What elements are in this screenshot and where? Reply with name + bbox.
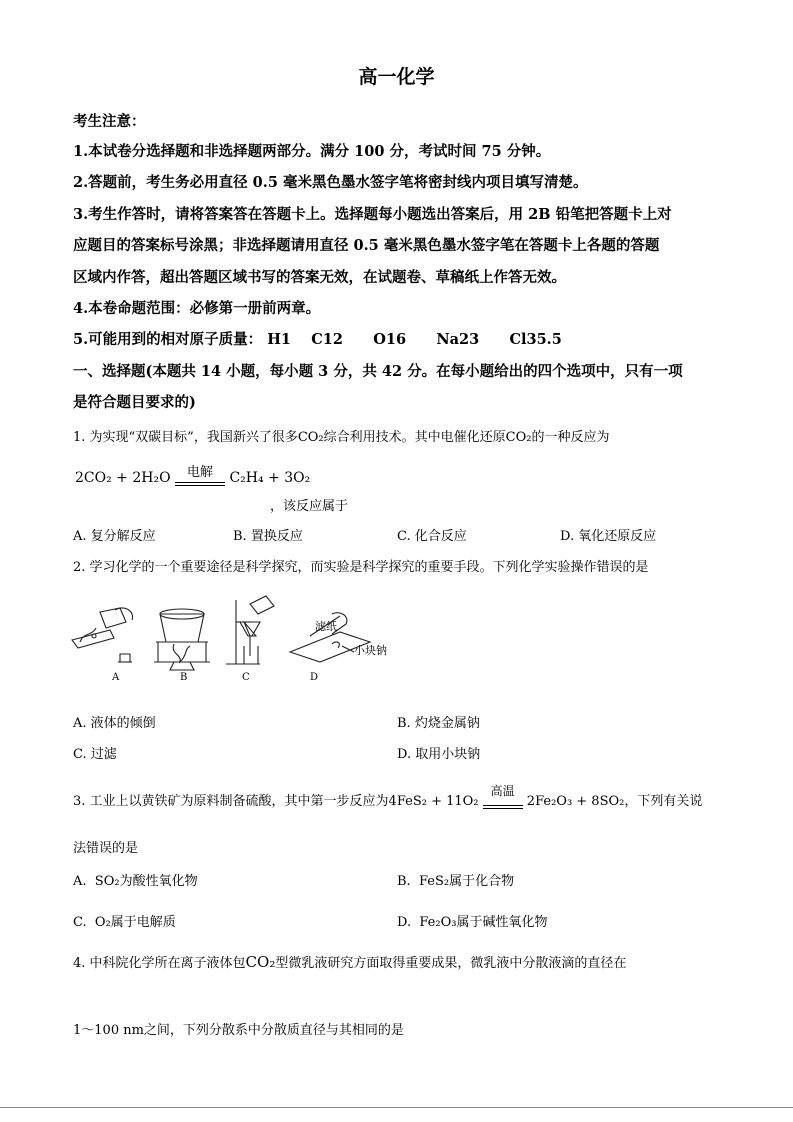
q4-co2-formula: CO₂ [245, 953, 276, 971]
atomic-mass-h: H1 [267, 331, 291, 348]
q3-option-d-formula: Fe₂O₃ [419, 915, 457, 930]
q3-equation-condition: 高温 [490, 784, 515, 798]
q3-option-c[interactable] [73, 911, 176, 930]
q3-option-c-formula: O₂ [94, 915, 111, 930]
q3-option-d-label: D. [397, 915, 412, 930]
q3-stem-part-a: 3. 工业上以黄铁矿为原料制备硫酸，其中第一步反应为 [73, 794, 389, 809]
q1-equation-condition: 电解 [186, 465, 213, 480]
question-4-stem-line-2 [73, 1019, 404, 1038]
label-filter-paper: 滤纸 [315, 620, 337, 633]
figure-label-a: A [112, 672, 120, 683]
q2-option-c[interactable]: C. 过滤 [73, 747, 117, 762]
figure-label-b: B [180, 672, 188, 683]
figure-label-c: C [242, 672, 250, 683]
notice-item-5 [73, 328, 562, 349]
label-small-sodium: 小块钠 [354, 644, 387, 657]
atomic-mass-na: Na23 [436, 331, 480, 348]
q3-option-b-formula: FeS₂ [418, 874, 450, 889]
q3-option-b-label: B. [397, 874, 411, 889]
q2-option-b[interactable]: B. 灼烧金属钠 [397, 716, 480, 731]
q3-option-a-text: 为酸性氧化物 [119, 874, 198, 889]
q3-stem-line-2: 法错误的是 [73, 841, 139, 856]
apparatus-c-filtration [226, 596, 274, 664]
q4-size-range: 1～100 nm [73, 1023, 144, 1038]
q1-co2-formula-2: CO₂ [505, 430, 532, 445]
q3-equation-left: 4FeS₂ + 11O₂ [388, 794, 479, 809]
q3-option-a-label: A. [73, 874, 87, 889]
q3-stem-part-b: ，下列有关说 [624, 794, 703, 809]
q3-option-a[interactable] [73, 870, 198, 889]
q1-equation-arrow [175, 465, 225, 486]
q1-option-b[interactable]: B. 置换反应 [233, 529, 303, 544]
atomic-mass-cl: Cl35.5 [509, 331, 562, 348]
q1-stem-part-b: 综合利用技术。其中电催化还原 [323, 430, 506, 445]
notice-item-5-label: 5.可能用到的相对原子质量： [73, 331, 263, 348]
question-3-stem [73, 784, 703, 809]
q1-option-c[interactable]: C. 化合反应 [397, 529, 467, 544]
q4-stem-part-b: 型微乳液研究方面取得重要成果，微乳液中分散液滴的直径在 [275, 956, 627, 971]
notice-item-1: 1.本试卷分选择题和非选择题两部分。满分 100 分，考试时间 75 分钟。 [73, 143, 551, 160]
atomic-mass-o: O16 [373, 331, 407, 348]
q3-option-c-label: C. [73, 915, 87, 930]
q1-option-a[interactable]: A. 复分解反应 [73, 529, 156, 544]
question-1-stem [73, 426, 610, 445]
notice-item-3-line-1: 3.考生作答时，请将答案答在答题卡上。选择题每小题选出答案后，用 2B 铅笔把答题卡上对 [73, 206, 672, 223]
q2-apparatus-figure [70, 592, 400, 684]
figure-label-d: D [310, 672, 319, 683]
notice-heading: 考生注意： [73, 113, 146, 130]
section-1-heading-line-1: 一、选择题(本题共 14 小题，每小题 3 分，共 42 分。在每小题给出的四个选项中，只有一项 [73, 363, 683, 380]
atomic-mass-c: C12 [311, 331, 343, 348]
q4-stem-part-a: 4. 中科院化学所在离子液体包 [73, 956, 246, 971]
notice-item-3-line-2: 应题目的答案标号涂黑；非选择题请用直径 0.5 毫米黑色墨水签字笔在答题卡上各题的答题 [73, 237, 660, 254]
q1-stem-part-c: 的一种反应为 [531, 430, 610, 445]
notice-item-4: 4.本卷命题范围：必修第一册前两章。 [73, 300, 321, 317]
apparatus-a-pouring [72, 608, 133, 662]
q1-equation [75, 465, 311, 486]
page-title: 高一化学 [358, 66, 435, 88]
notice-item-2: 2.答题前，考生务必用直径 0.5 毫米黑色墨水签字笔将密封线内项目填写清楚。 [73, 174, 588, 191]
q2-option-a[interactable]: A. 液体的倾倒 [73, 716, 156, 731]
q4-stem-part-c: 之间，下列分散系中分散质直径与其相同的是 [143, 1023, 404, 1038]
q3-equation-right: 2Fe₂O₃ + 8SO₂ [526, 794, 625, 809]
q1-equation-tail: ，该反应属于 [270, 499, 349, 514]
q3-option-b-text: 属于化合物 [449, 874, 515, 889]
apparatus-b-burning [154, 609, 210, 670]
q3-option-d-text: 属于碱性氧化物 [456, 915, 548, 930]
question-4-stem [73, 952, 626, 971]
section-1-heading-line-2: 是符合题目要求的) [73, 394, 196, 411]
q1-equation-right: C₂H₄ + 3O₂ [229, 470, 311, 486]
q2-option-d[interactable]: D. 取用小块钠 [397, 747, 481, 762]
notice-item-3-line-3: 区域内作答，超出答题区域书写的答案无效，在试题卷、草稿纸上作答无效。 [73, 269, 566, 286]
q3-option-b[interactable] [397, 870, 514, 889]
q1-option-d[interactable]: D. 氧化还原反应 [560, 529, 657, 544]
question-2-stem: 2. 学习化学的一个重要途径是科学探究，而实验是科学探究的重要手段。下列化学实验操作错误的是 [73, 560, 649, 575]
q3-equation-arrow [483, 784, 523, 809]
q3-option-c-text: 属于电解质 [110, 915, 176, 930]
page-bottom-divider [0, 1107, 793, 1108]
q1-stem-part-a: 1. 为实现“双碳目标”，我国新兴了很多 [73, 430, 298, 445]
q1-co2-formula: CO₂ [297, 430, 324, 445]
q3-option-d[interactable] [397, 911, 547, 930]
q1-equation-left: 2CO₂ + 2H₂O [75, 470, 171, 486]
q3-option-a-formula: SO₂ [94, 874, 120, 889]
